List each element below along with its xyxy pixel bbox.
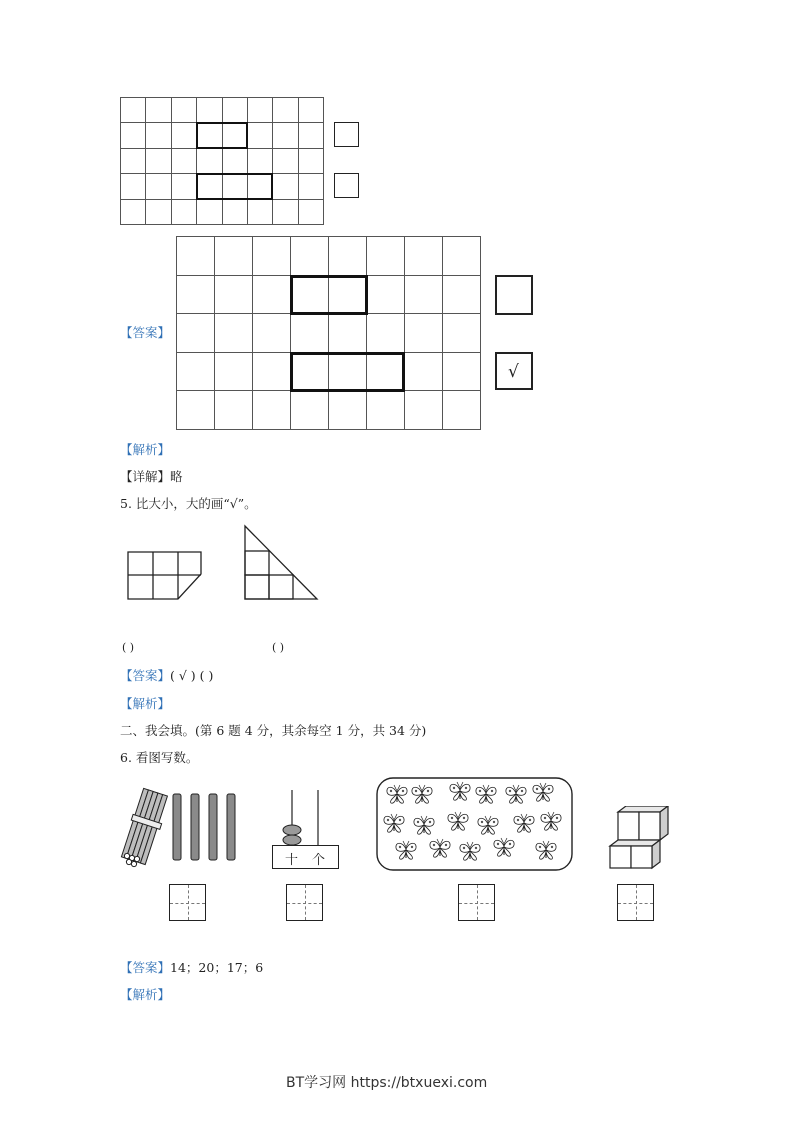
abacus-tens-label: 十 xyxy=(285,853,299,868)
q6-analysis-label: 【解析】 xyxy=(120,987,171,1002)
q5-blank-right[interactable]: ( ) xyxy=(272,641,285,654)
q5-prompt: 5. 比大小，大的画“√”。 xyxy=(120,496,257,511)
large-check-box-1[interactable] xyxy=(495,275,533,315)
section2-heading: 二、我会填。(第 6 题 4 分，其余每空 1 分，共 34 分) xyxy=(120,723,427,738)
large-rect-2cells xyxy=(290,275,368,315)
q6-answer-text: 14；20；17；6 xyxy=(170,960,264,975)
large-check-box-2[interactable] xyxy=(495,352,533,390)
q6-answer-label: 【答案】 xyxy=(120,960,171,975)
q5-answer-text: ( √ ) ( ) xyxy=(170,668,214,683)
write-box-sticks[interactable] xyxy=(169,884,206,921)
small-grid xyxy=(120,97,324,225)
cubes-picture xyxy=(608,806,672,872)
check-mark: √ xyxy=(508,362,519,382)
abacus-rods xyxy=(272,790,340,846)
abacus-base xyxy=(272,845,339,869)
write-box-cubes[interactable] xyxy=(617,884,654,921)
single-sticks xyxy=(173,794,235,860)
abacus-ones-label: 个 xyxy=(312,853,326,868)
small-check-box-2[interactable] xyxy=(334,173,359,198)
q4-detail-label: 【详解】 xyxy=(120,469,171,484)
small-rect-2cells xyxy=(196,122,248,149)
q6-prompt: 6. 看图写数。 xyxy=(120,750,199,765)
small-check-box-1[interactable] xyxy=(334,122,359,147)
q6-answer xyxy=(120,960,263,976)
large-rect-3cells xyxy=(290,352,405,392)
write-box-butterflies[interactable] xyxy=(458,884,495,921)
q5-answer xyxy=(120,668,213,684)
large-grid xyxy=(176,236,481,430)
q5-figures xyxy=(120,520,330,605)
footer-watermark: BT学习网 https://btxuexi.com xyxy=(286,1075,488,1091)
small-rect-3cells xyxy=(196,173,273,200)
triangle-figure xyxy=(245,526,317,599)
q5-analysis-label: 【解析】 xyxy=(120,696,171,711)
butterflies-panel xyxy=(376,777,574,871)
q4-detail xyxy=(120,469,183,485)
q4-analysis-label: 【解析】 xyxy=(120,442,171,457)
trapezoid-figure xyxy=(128,552,201,599)
q4-detail-text: 略 xyxy=(170,469,183,484)
write-box-abacus[interactable] xyxy=(286,884,323,921)
q5-blank-left[interactable]: ( ) xyxy=(122,641,135,654)
q5-answer-label: 【答案】 xyxy=(120,668,171,683)
sticks-picture xyxy=(118,786,240,868)
stick-bundle xyxy=(120,788,171,867)
q4-answer-label: 【答案】 xyxy=(120,325,171,340)
